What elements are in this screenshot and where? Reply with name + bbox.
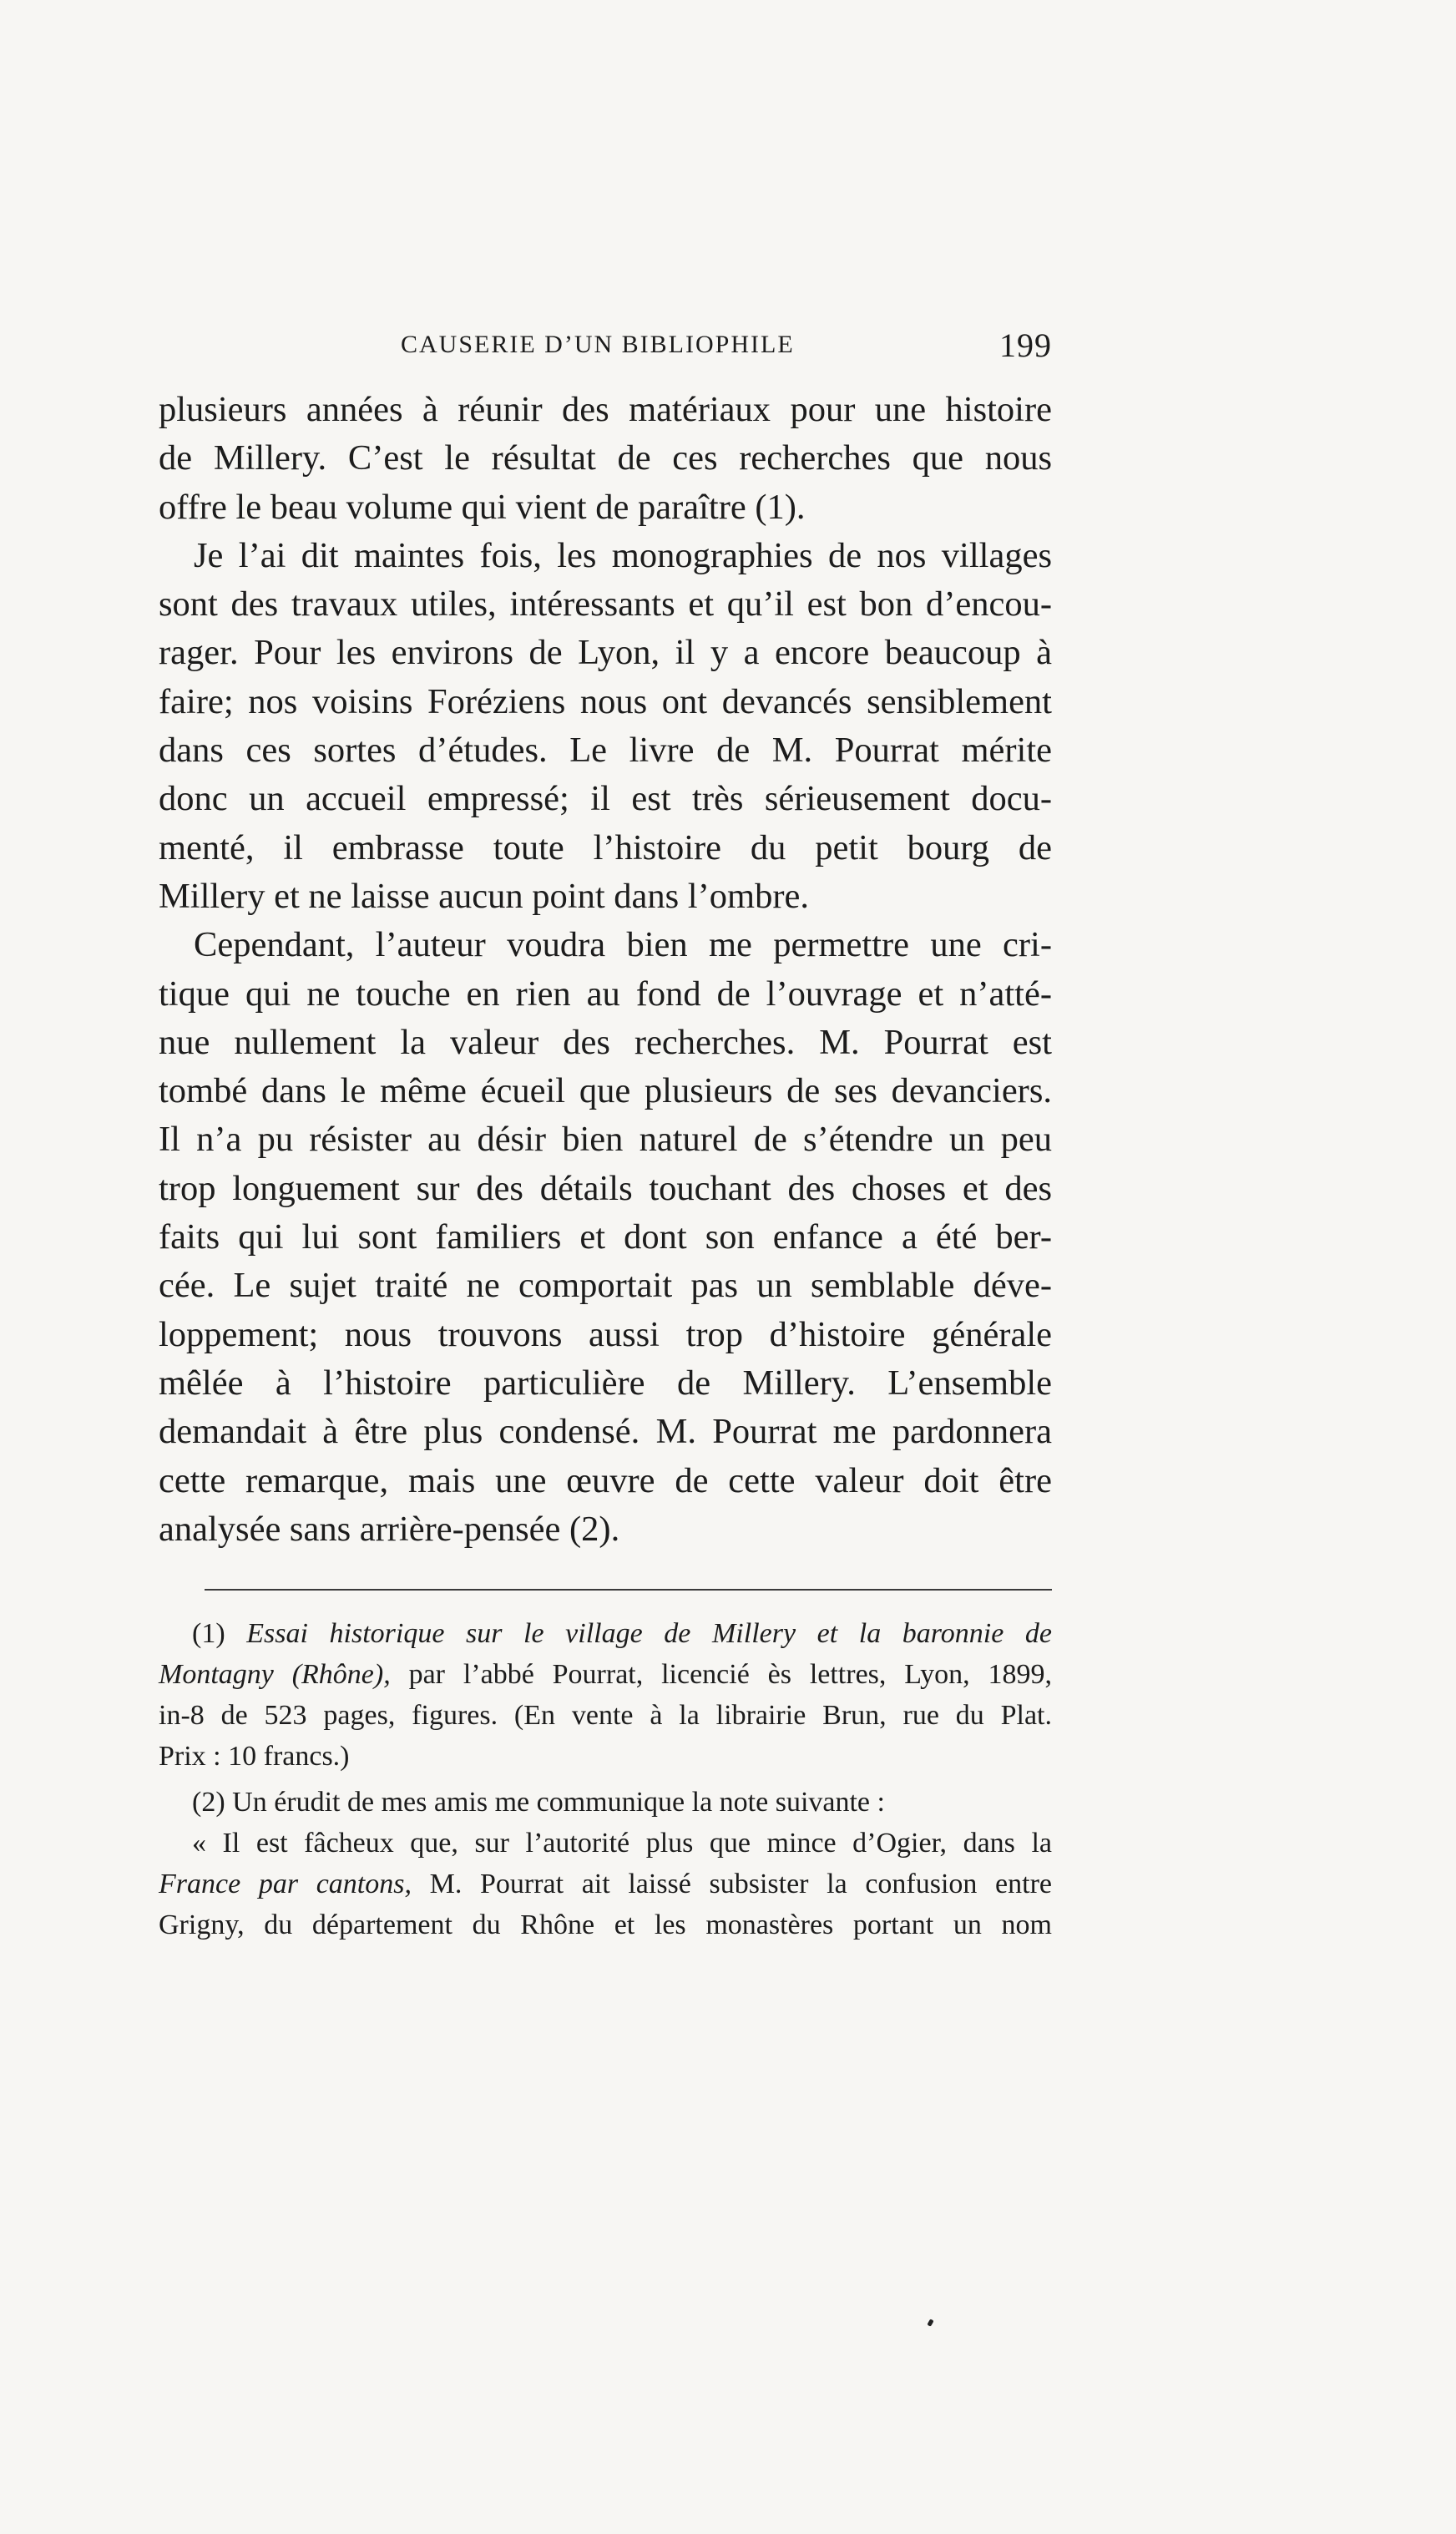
footnote-2-line	[159, 1864, 1052, 1904]
main-text	[159, 386, 1052, 1554]
text-line: cette remarque, mais une œuvre de cette valeur doit être	[159, 1460, 1052, 1500]
text-line: faits qui lui sont familiers et dont son enfance a été ber-	[159, 1217, 1052, 1257]
footnote-2-italic: France par cantons,	[159, 1869, 412, 1899]
footnote-1-title: Essai historique sur le village de Millery et la baronnie de	[246, 1618, 1052, 1649]
text-line: plusieurs années à réunir des matériaux pour une histoire	[159, 390, 1052, 429]
footnote-1-line: Prix : 10 francs.)	[159, 1741, 350, 1772]
text-line: menté, il embrasse toute l’histoire du petit bourg de	[159, 827, 1052, 867]
text-line: mêlée à l’histoire particulière de Millery. L’ensemble	[159, 1363, 1052, 1403]
text-line: trop longuement sur des détails touchant des choses et des	[159, 1168, 1052, 1208]
footnote-1-title-cont: Montagny (Rhône),	[159, 1659, 391, 1690]
paragraph-start-line: Je l’ai dit maintes fois, les monographies de nos villages	[194, 535, 1052, 575]
footnote-marker: (1)	[192, 1618, 225, 1649]
footnote-2-line: (2) Un érudit de mes amis me communique la note suivante :	[192, 1787, 885, 1818]
text-line: demandait à être plus condensé. M. Pourrat me pardonnera	[159, 1412, 1052, 1452]
text-line: Il n’a pu résister au désir bien naturel de s’étendre un peu	[159, 1120, 1052, 1160]
footnote-1-line	[159, 1613, 1052, 1654]
text-line: faire; nos voisins Foréziens nous ont devancés sensiblement	[159, 681, 1052, 721]
footnote-rule	[205, 1589, 1052, 1591]
paragraph-start-line: Cependant, l’auteur voudra bien me permettre une cri-	[194, 925, 1052, 965]
text-line: donc un accueil empressé; il est très sérieusement docu-	[159, 779, 1052, 819]
text-line: cée. Le sujet traité ne comportait pas un semblable déve-	[159, 1266, 1052, 1306]
text-line: de Millery. C’est le résultat de ces recherches que nous	[159, 438, 1052, 478]
running-head	[159, 326, 1052, 376]
footnote-1-text: par l’abbé Pourrat, licencié ès lettres, Lyon, 1899,	[408, 1659, 1052, 1690]
text-line: loppement; nous trouvons aussi trop d’histoire générale	[159, 1314, 1052, 1354]
footnote-2-text: M. Pourrat ait laissé subsister la confusion entre	[429, 1869, 1053, 1899]
text-line: nue nullement la valeur des recherches. M. Pourrat est	[159, 1022, 1052, 1062]
text-line: offre le beau volume qui vient de paraître (1).	[159, 487, 806, 527]
text-line: sont des travaux utiles, intéressants et qu’il est bon d’encou-	[159, 584, 1052, 625]
ink-speck	[927, 2319, 933, 2326]
footnote-1-line: in-8 de 523 pages, figures. (En vente à la librairie Brun, rue du Plat.	[159, 1700, 1052, 1731]
footnote-1-line	[159, 1654, 1052, 1695]
text-line: rager. Pour les environs de Lyon, il y a encore beaucoup à	[159, 633, 1052, 673]
text-line: tombé dans le même écueil que plusieurs de ses devanciers.	[159, 1071, 1052, 1111]
text-line: analysée sans arrière-pensée (2).	[159, 1509, 620, 1549]
footnote-2-line: Grigny, du département du Rhône et les monastères portant un nom	[159, 1909, 1052, 1940]
text-line: tique qui ne touche en rien au fond de l’ouvrage et n’atté-	[159, 974, 1052, 1014]
text-line: Millery et ne laisse aucun point dans l’ombre.	[159, 876, 809, 916]
footnotes	[159, 1613, 1052, 1945]
footnote-2-line: « Il est fâcheux que, sur l’autorité plus que mince d’Ogier, dans la	[192, 1828, 1052, 1859]
text-line: dans ces sortes d’études. Le livre de M. Pourrat mérite	[159, 731, 1052, 771]
page-number: 199	[999, 326, 1052, 364]
running-title: CAUSERIE D’UN BIBLIOPHILE	[401, 331, 795, 358]
